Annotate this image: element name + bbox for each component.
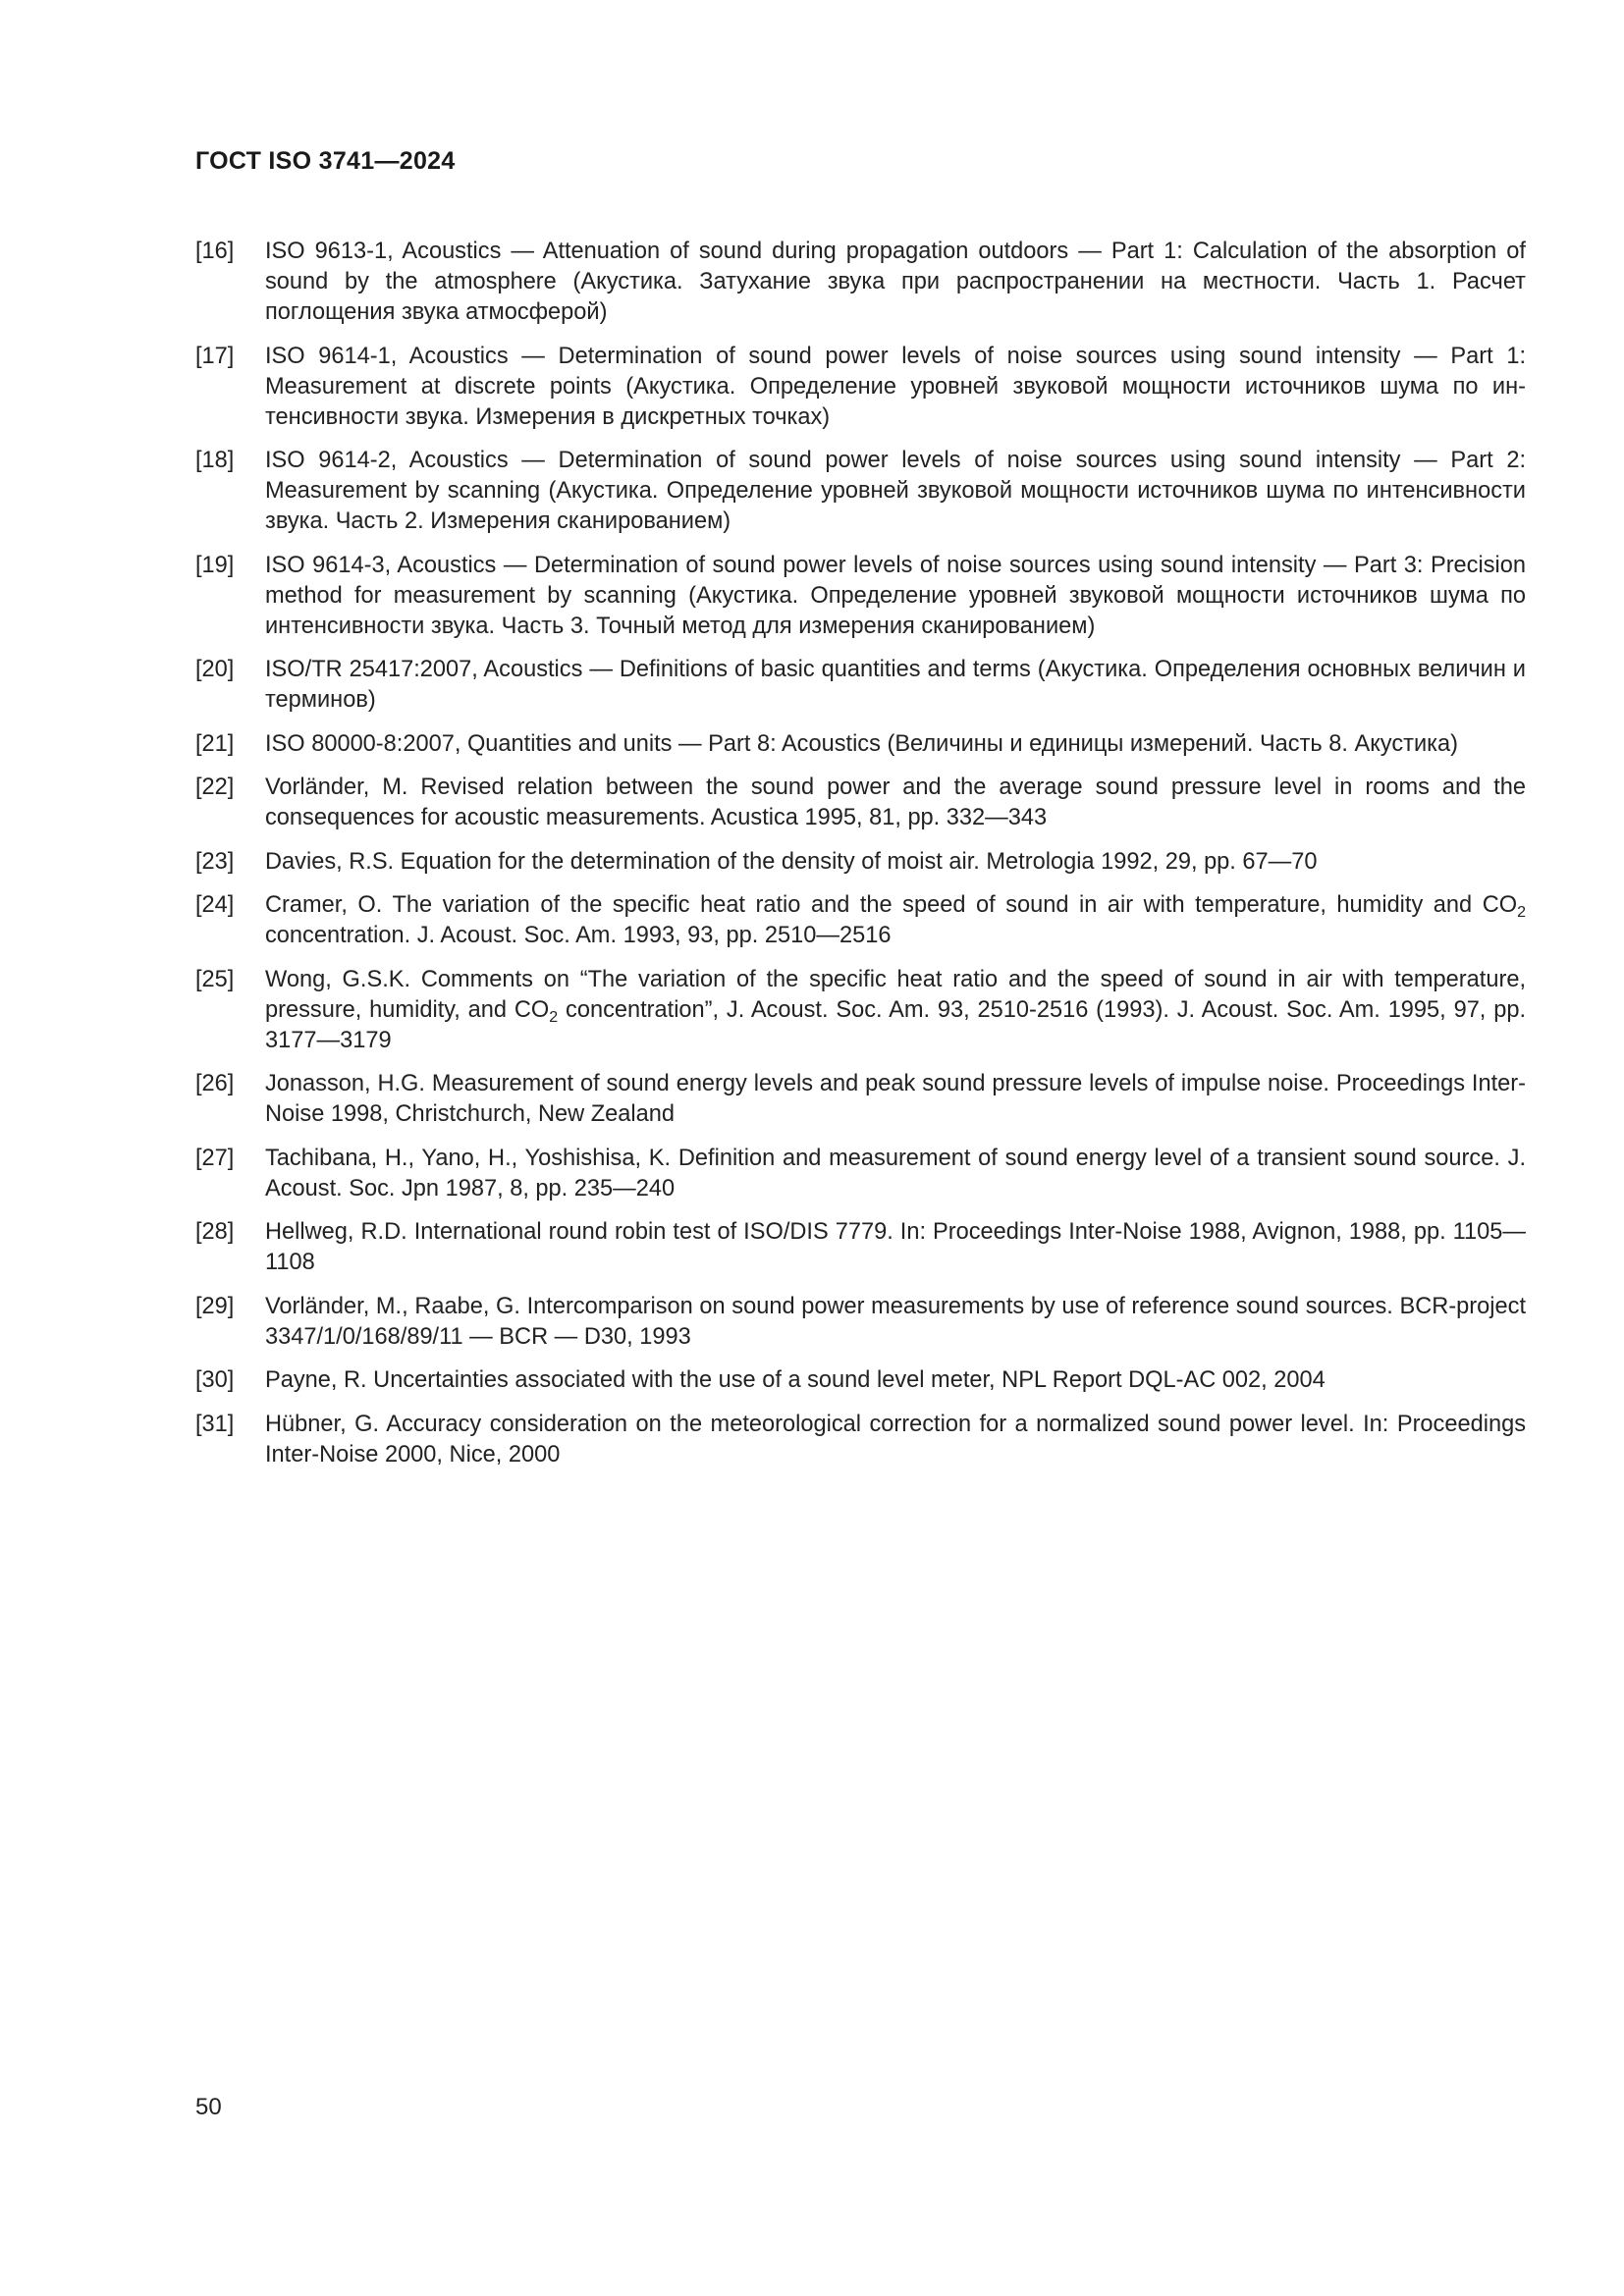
bibliography-entry — [195, 1217, 1526, 1278]
bibliography-entry — [195, 342, 1526, 433]
bibliography-entry — [195, 773, 1526, 833]
bibliography-entry — [195, 1292, 1526, 1353]
reference-text — [265, 1144, 1526, 1204]
bibliography-entry — [195, 1144, 1526, 1204]
reference-number: [29] — [195, 1293, 235, 1319]
reference-number: [20] — [195, 657, 235, 682]
reference-text — [265, 342, 1526, 433]
reference-number: [22] — [195, 774, 235, 800]
reference-text — [265, 890, 1526, 951]
reference-number: [18] — [195, 448, 235, 473]
subscript-text: 2 — [1517, 904, 1526, 921]
bibliography-entry — [195, 729, 1526, 760]
bibliography-entry — [195, 965, 1526, 1056]
reference-text-segment: Wong, G.S.K. Comments on “The variation of the specific heat ratio and the speed of sound in air with temperature, pressure, humidity, and CO — [265, 966, 1526, 1023]
subscript-text: 2 — [549, 1008, 559, 1026]
reference-number: [17] — [195, 343, 235, 369]
reference-number: [21] — [195, 730, 235, 757]
reference-number: [23] — [195, 848, 235, 875]
reference-text — [265, 1365, 1526, 1396]
page-number: 50 — [195, 2094, 222, 2120]
reference-text-segment: Cramer, O. The variation of the specific heat ratio and the speed of sound in air with temperature, humidity and CO — [265, 892, 1518, 918]
bibliography-entry — [195, 1069, 1526, 1130]
reference-text-segment: ISO 9614-2, Acoustics — Determination of sound power levels of noise sources using sound intensity — Part 2: Measurement by scanning (Акустика. Определение уровней звуковой мощности источников шума по интенсивности звука. Часть 2. Измерения сканированием) — [265, 448, 1526, 534]
reference-text — [265, 551, 1526, 642]
reference-number: [30] — [195, 1367, 235, 1393]
reference-text — [265, 1217, 1526, 1278]
bibliography-entry — [195, 551, 1526, 642]
reference-number: [16] — [195, 239, 235, 264]
reference-number: [27] — [195, 1145, 235, 1171]
bibliography-entry — [195, 1410, 1526, 1470]
bibliography-entry — [195, 1365, 1526, 1396]
reference-number: [31] — [195, 1411, 235, 1437]
reference-text-segment: concentration”, J. Acoust. Soc. Am. 93, 2510-2516 (1993). J. Acoust. Soc. Am. 1995, 97, pp. 3177—3179 — [265, 996, 1526, 1053]
reference-number: [26] — [195, 1071, 235, 1096]
bibliography-entry — [195, 890, 1526, 951]
reference-text-segment: Hellweg, R.D. International round robin test of ISO/DIS 7779. In: Proceedings Inter-Noise 1988, Avignon, 1988, pp. 1105—1108 — [265, 1219, 1526, 1275]
document-header: ГОСТ ISO 3741—2024 — [195, 147, 456, 175]
reference-number: [25] — [195, 966, 235, 992]
reference-text-segment: Vorländer, M. Revised relation between the sound power and the average sound pressure level in rooms and the consequences for acoustic measurements. Acustica 1995, 81, pp. 332—343 — [265, 774, 1526, 830]
reference-text-segment: ISO/TR 25417:2007, Acoustics — Definitions of basic quantities and terms (Акустика. Определения основных величин и терминов) — [265, 657, 1526, 713]
reference-text-segment: ISO 9613-1, Acoustics — Attenuation of sound during propagation outdoors — Part 1: Calculation of the absorption of sound by the atmosphere (Акустика. Затухание звука при распространении на местности. Часть 1. Расчет поглощения звука атмосферой) — [265, 239, 1526, 325]
reference-text — [265, 847, 1526, 878]
reference-text — [265, 729, 1526, 760]
reference-text-segment: Vorländer, M., Raabe, G. Intercomparison on sound power measurements by use of reference sound sources. BCR-project 3347/1/0/168/89/11 — BCR — D30, 1993 — [265, 1293, 1526, 1350]
bibliography-entry — [195, 237, 1526, 328]
reference-text-segment: ISO 9614-1, Acoustics — Determination of sound power levels of noise sources using sound intensity — Part 1: Measurement at discrete points (Акустика. Определение уровней звуковой мощности источников шума по интенсивности звука. Измерения в дискретных точках) — [265, 343, 1526, 430]
reference-text — [265, 965, 1526, 1056]
reference-text — [265, 237, 1526, 328]
reference-number: [19] — [195, 552, 235, 578]
bibliography-list — [195, 237, 1526, 1483]
reference-text — [265, 1410, 1526, 1470]
reference-text — [265, 773, 1526, 833]
reference-text-segment: Davies, R.S. Equation for the determination of the density of moist air. Metrologia 1992, 29, pp. 67—70 — [265, 848, 1318, 875]
reference-text — [265, 655, 1526, 716]
reference-text — [265, 446, 1526, 537]
bibliography-entry — [195, 446, 1526, 537]
reference-text-segment: Hübner, G. Accuracy consideration on the meteorological correction for a normalized sound power level. In: Proceedings Inter-Noise 2000, Nice, 2000 — [265, 1411, 1526, 1468]
bibliography-entry — [195, 847, 1526, 878]
reference-text — [265, 1292, 1526, 1353]
bibliography-entry — [195, 655, 1526, 716]
reference-text-segment: ISO 80000-8:2007, Quantities and units — Part 8: Acoustics (Величины и единицы измерений. Часть 8. Акустика) — [265, 730, 1458, 757]
reference-text-segment: Tachibana, H., Yano, H., Yoshishisa, K. Definition and measurement of sound energy level of a transient sound source. J. Acoust. Soc. Jpn 1987, 8, pp. 235—240 — [265, 1145, 1526, 1201]
reference-text-segment: Jonasson, H.G. Measurement of sound energy levels and peak sound pressure levels of impulse noise. Proceedings Inter-Noise 1998, Christchurch, New Zealand — [265, 1071, 1526, 1127]
reference-number: [24] — [195, 892, 235, 918]
reference-text — [265, 1069, 1526, 1130]
reference-number: [28] — [195, 1219, 235, 1245]
reference-text-segment: ISO 9614-3, Acoustics — Determination of sound power levels of noise sources using sound intensity — Part 3: Precision method for measurement by scanning (Акустика. Определение уровней звуковой мощности источников шума по интенсивности звука. Часть 3. Точный метод для измерения сканированием) — [265, 552, 1526, 639]
reference-text-segment: Payne, R. Uncertainties associated with the use of a sound level meter, NPL Report DQL-AC 002, 2004 — [265, 1367, 1326, 1393]
reference-text-segment: concentration. J. Acoust. Soc. Am. 1993, 93, pp. 2510—2516 — [265, 923, 892, 948]
